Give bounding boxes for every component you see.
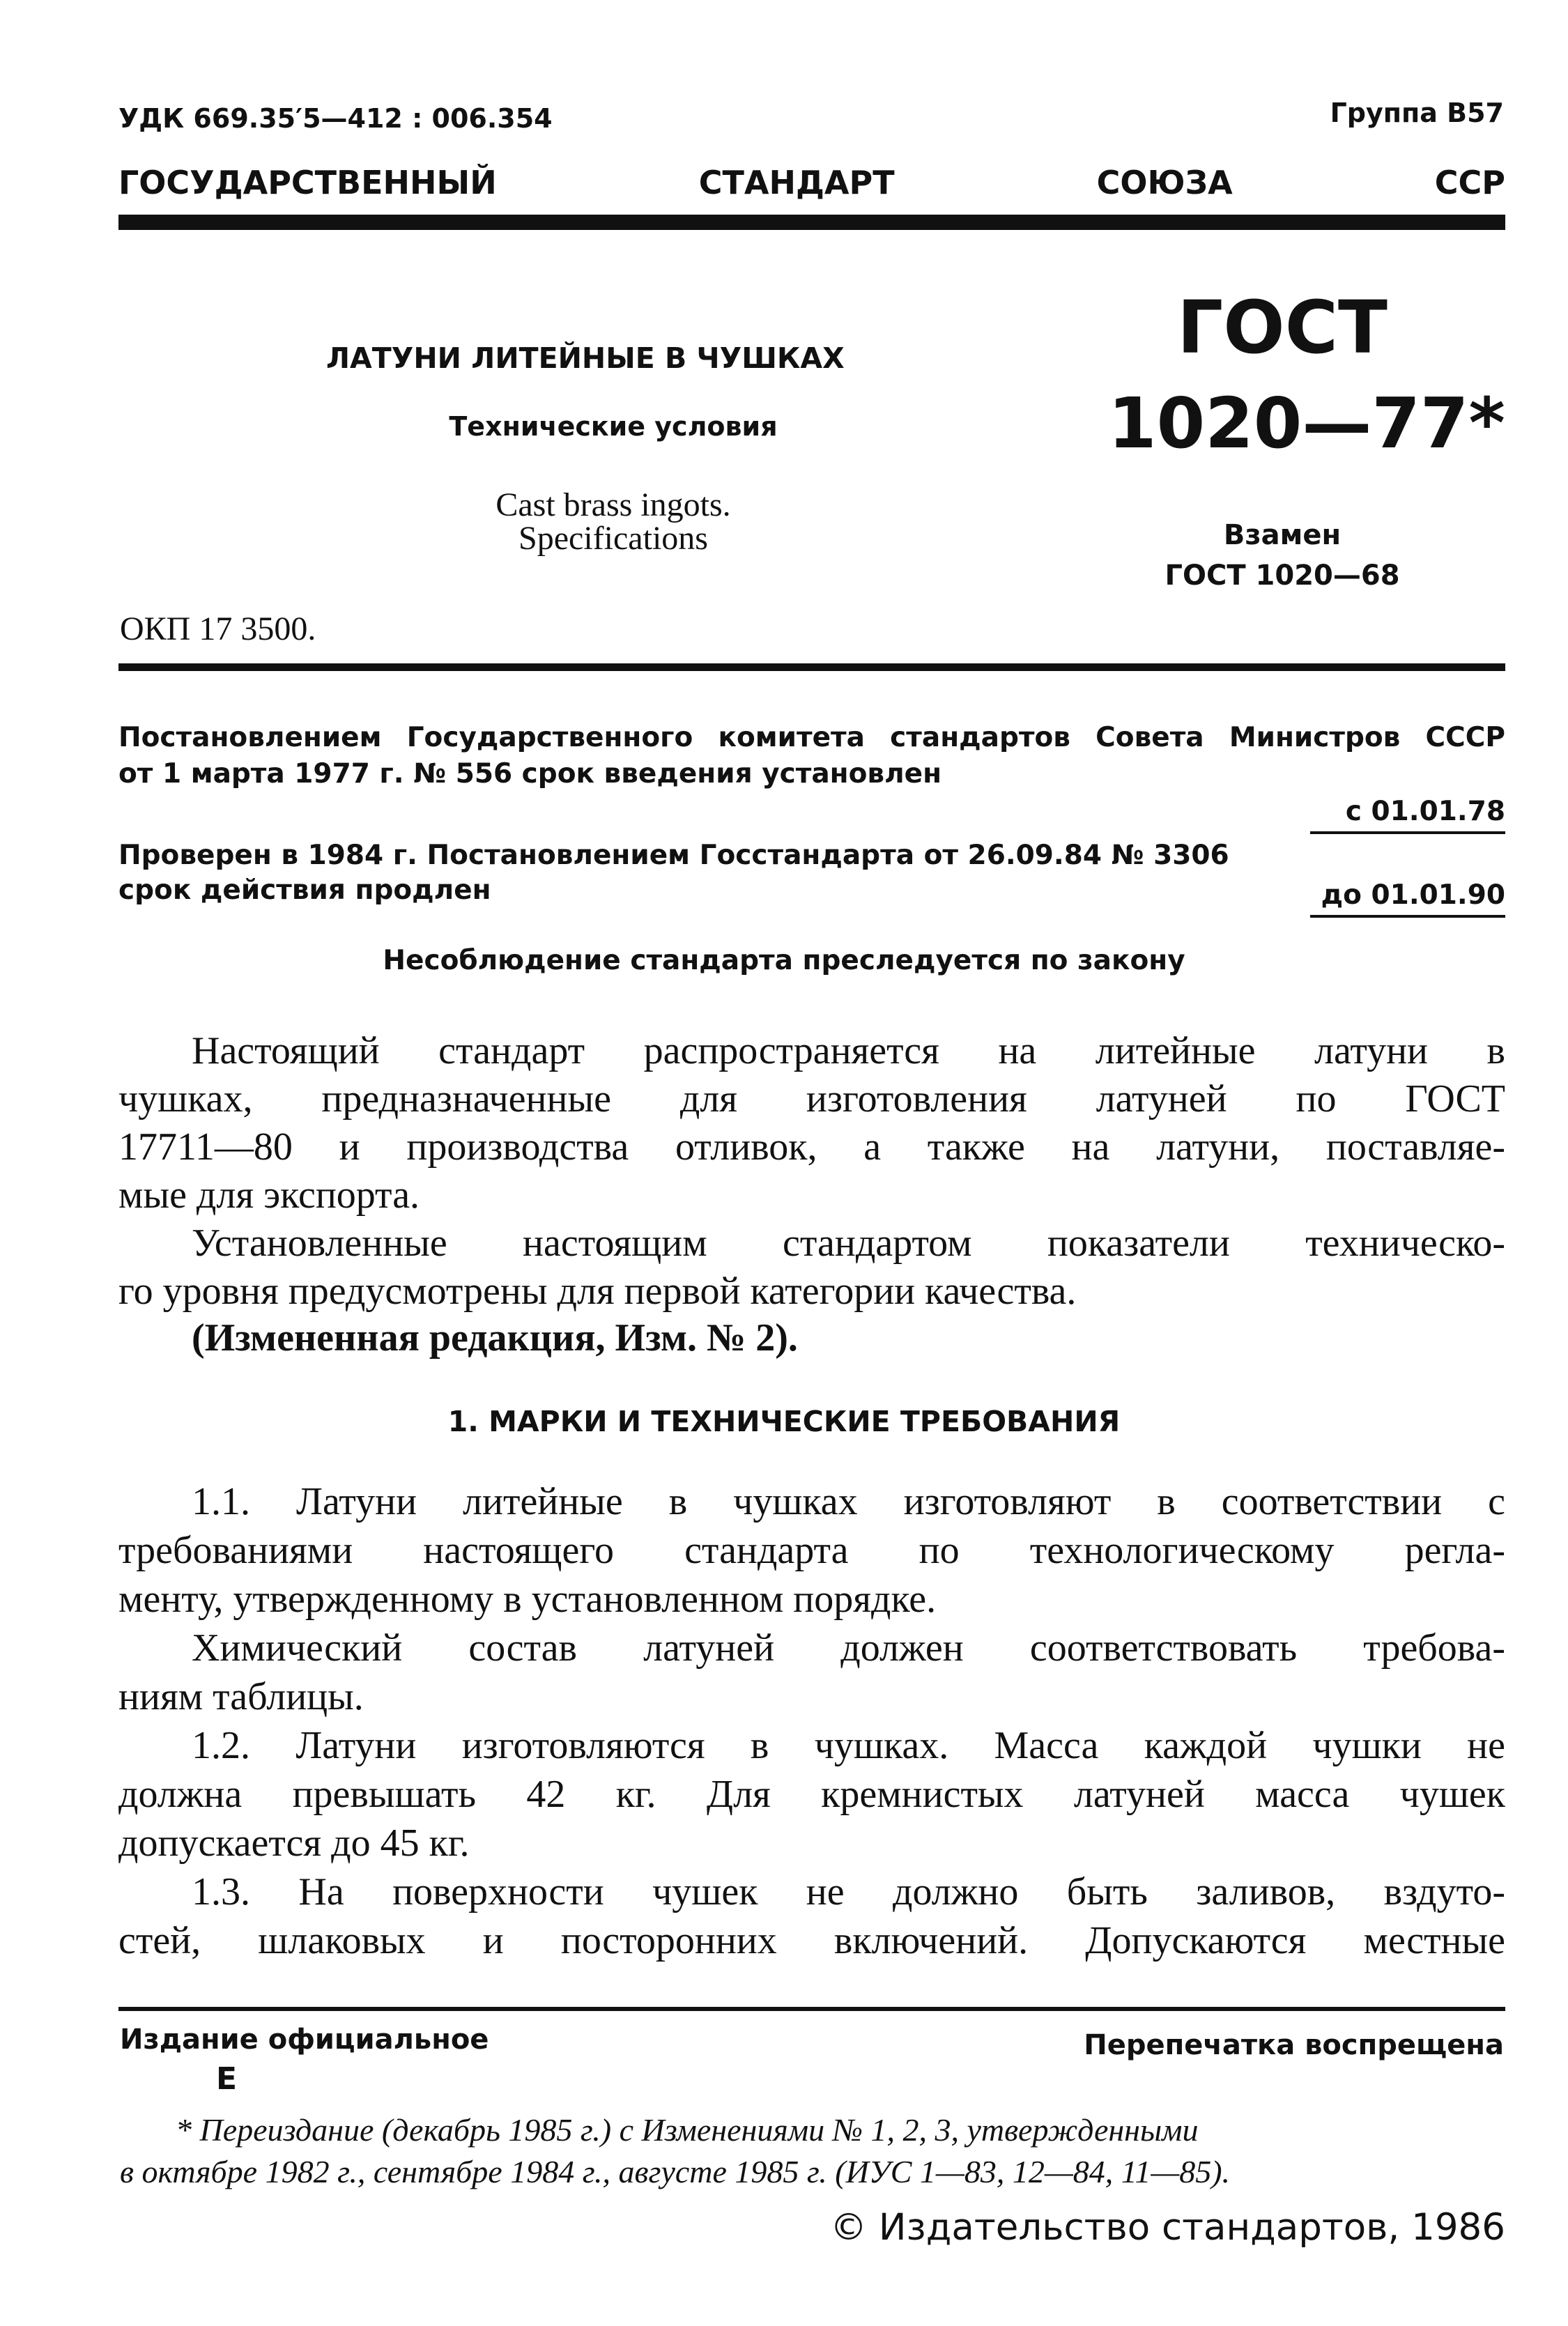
clause-1-3-line2: стей, шлаковых и посторонних включений. Допускаются местные <box>118 1919 1505 1962</box>
intro-p1-line3: 17711—80 и производства отливок, а также на латуни, поставляе- <box>118 1125 1505 1169</box>
replaces-value: ГОСТ 1020—68 <box>1165 560 1400 592</box>
clause-1-2-line1: 1.2. Латуни изготовляются в чушках. Масса каждой чушки не <box>192 1724 1505 1767</box>
clause-1-2-line3: допускается до 45 кг. <box>118 1821 470 1865</box>
date-from-rule <box>1310 831 1505 834</box>
legal-warning: Несоблюдение стандарта преследуется по закону <box>383 945 1185 976</box>
document-title: ЛАТУНИ ЛИТЕЙНЫЕ В ЧУШКАХ <box>326 341 845 375</box>
group-code: Группа В57 <box>1330 98 1504 128</box>
clause-1-2-line2: должна превышать 42 кг. Для кремнистых латуней масса чушек <box>118 1773 1505 1816</box>
decree-line4: срок действия продлен <box>118 875 491 906</box>
okp-code: ОКП 17 3500. <box>120 610 316 647</box>
header-thick-rule <box>118 215 1505 230</box>
intro-p2-line2: го уровня предусмотрены для первой категории качества. <box>118 1270 1077 1313</box>
edition-letter: Е <box>216 2061 238 2097</box>
intro-p1-line2: чушках, предназначенные для изготовления латуней по ГОСТ <box>118 1077 1505 1120</box>
section-heading: 1. МАРКИ И ТЕХНИЧЕСКИЕ ТРЕБОВАНИЯ <box>447 1405 1121 1438</box>
udk-code: УДК 669.35′5—412 : 006.354 <box>118 103 553 134</box>
copyright: © Издательство стандартов, 1986 <box>830 2206 1505 2249</box>
decree-line1: Постановлением Государственного комитета стандартов Совета Министров СССР <box>118 722 1505 753</box>
effective-date-from: с 01.01.78 <box>1345 796 1505 827</box>
chem-composition-line2: ниям таблицы. <box>118 1675 364 1718</box>
gost-label: ГОСТ <box>1177 285 1388 370</box>
intro-p1-line1: Настоящий стандарт распространяется на литейные латуни в <box>192 1029 1505 1072</box>
title-en-line2: Specifications <box>518 520 708 557</box>
reissue-note-line2: в октябре 1982 г., сентябре 1984 г., августе 1985 г. (ИУС 1—83, 12—84, 11—85). <box>120 2154 1231 2189</box>
clause-1-1-line2: требованиями настоящего стандарта по технологическому регла- <box>118 1529 1505 1572</box>
title-en-line1: Cast brass ingots. <box>495 486 731 523</box>
gost-number: 1020—77* <box>1108 383 1505 464</box>
replaces-label: Взамен <box>1223 519 1342 551</box>
intro-p2-line1: Установленные настоящим стандартом показатели техническо- <box>192 1222 1505 1265</box>
date-to-rule <box>1310 915 1505 918</box>
reprint-prohibited: Перепечатка воспрещена <box>1084 2029 1504 2061</box>
title-thick-rule <box>118 663 1505 671</box>
intro-p1-line4: мые для экспорта. <box>118 1173 420 1217</box>
decree-line3: Проверен в 1984 г. Постановлением Госстандарта от 26.09.84 № 3306 <box>118 840 1229 871</box>
official-edition: Издание официальное <box>120 2024 489 2056</box>
state-standard-banner: ГОСУДАРСТВЕННЫЙ СТАНДАРТ СОЮЗА ССР <box>118 164 1505 201</box>
clause-1-3-line1: 1.3. На поверхности чушек не должно быть заливов, вздуто- <box>192 1870 1505 1913</box>
clause-1-1-line3: менту, утвержденному в установленном порядке. <box>118 1578 937 1621</box>
effective-date-to: до 01.01.90 <box>1321 879 1505 911</box>
document-subtitle: Технические условия <box>449 411 778 442</box>
amendment-note: (Измененная редакция, Изм. № 2). <box>192 1316 798 1360</box>
reissue-note-line1: * Переиздание (декабрь 1985 г.) с Изменениями № 1, 2, 3, утвержденными <box>176 2112 1199 2148</box>
decree-line2: от 1 марта 1977 г. № 556 срок введения установлен <box>118 758 942 790</box>
footer-rule <box>118 2007 1505 2011</box>
clause-1-1-line1: 1.1. Латуни литейные в чушках изготовляют в соответствии с <box>192 1480 1505 1523</box>
chem-composition-line1: Химический состав латуней должен соответствовать требова- <box>192 1626 1505 1670</box>
